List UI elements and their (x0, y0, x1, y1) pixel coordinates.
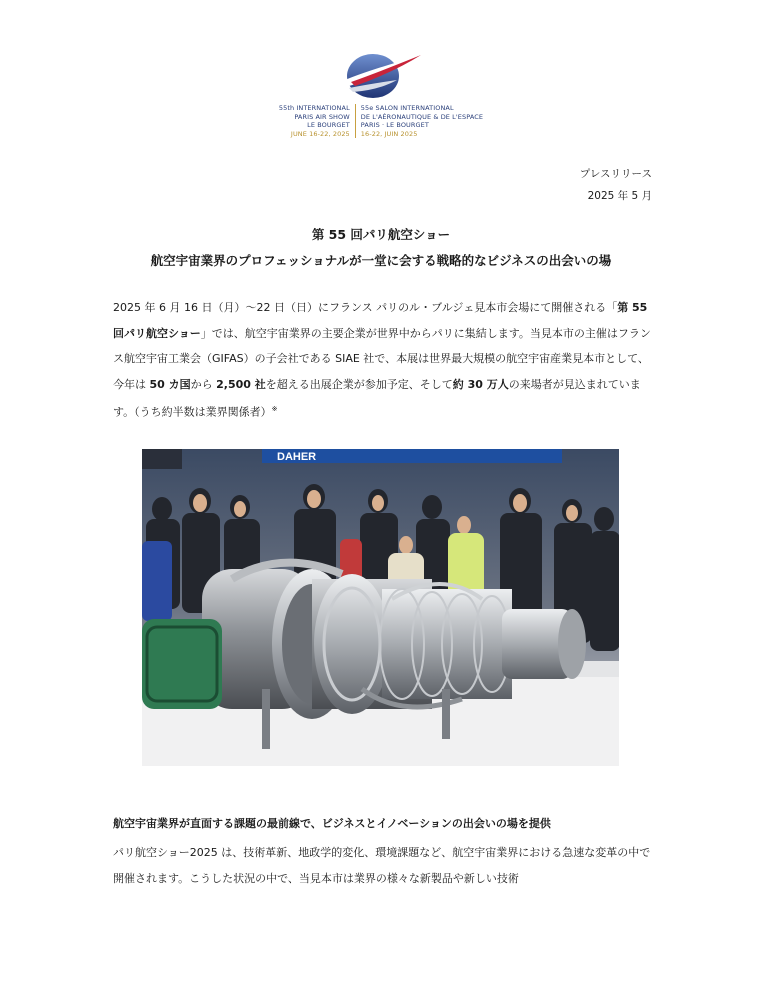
paris-air-show-emblem-icon (339, 50, 423, 102)
emphasis-visitors: 約 30 万人 (452, 377, 509, 391)
logo-text-english: 55th INTERNATIONAL PARIS AIR SHOW LE BOURGET JUNE 16-22, 2025 (278, 104, 350, 138)
section-heading: 航空宇宙業界が直面する課題の最前線で、ビジネスとイノベーションの出会いの場を提供 (113, 817, 551, 830)
engine-exhibit-photo (142, 449, 619, 766)
document-subtitle: 航空宇宙業界のプロフェッショナルが一堂に会する戦略的なビジネスの出会いの場 (150, 253, 612, 268)
emphasis-event-name: 第 55 回パリ航空ショー (113, 301, 648, 340)
photo-illustration (142, 449, 619, 766)
banner-text: DAHER (277, 451, 317, 463)
section-paragraph: パリ航空ショー2025 は、技術革新、地政学的変化、環境課題など、航空宇宙業界における急速な変革の中で開催されます。こうした状況の中で、当見本市は業界の様々な新製品や新しい技術 (113, 846, 651, 885)
logo-text-french: 55e SALON INTERNATIONAL DE L'AÉRONAUTIQUE & DE L'ESPACE PARIS · LE BOURGET 16-22, JUIN 2025 (355, 104, 483, 138)
emphasis-countries: 50 カ国 (149, 377, 191, 391)
document-title: 第 55 回パリ航空ショー (311, 227, 451, 242)
footnote-mark: ※ (271, 405, 278, 413)
emphasis-exhibitors: 2,500 社 (216, 377, 266, 391)
logo-date-english: JUNE 16-22, 2025 (290, 129, 350, 138)
press-release-label: プレスリリース (579, 168, 652, 180)
release-date: 2025 年 5 月 (587, 190, 652, 202)
event-logo (0, 50, 762, 138)
intro-paragraph: 2025 年 6 月 16 日（月）～22 日（日）にフランス パリのル・ブルジェ見本市会場にて開催される「第 55 回パリ航空ショー」では、航空宇宙業界の主要企業が世界中からパリに集結します。当見本市の主催はフランス航空宇宙工業会（GIFAS）の子会社である SIAE 社で、本展は世界最大規模の航空宇宙産業見本市として、今年は 50 カ国から 2,500 社を超える出展企業が参加予定、そして約 30 万人の来場者が見込まれています。（うち約半数は業界関係者）※ (113, 301, 651, 419)
logo-date-french: 16-22, JUIN 2025 (360, 129, 418, 138)
